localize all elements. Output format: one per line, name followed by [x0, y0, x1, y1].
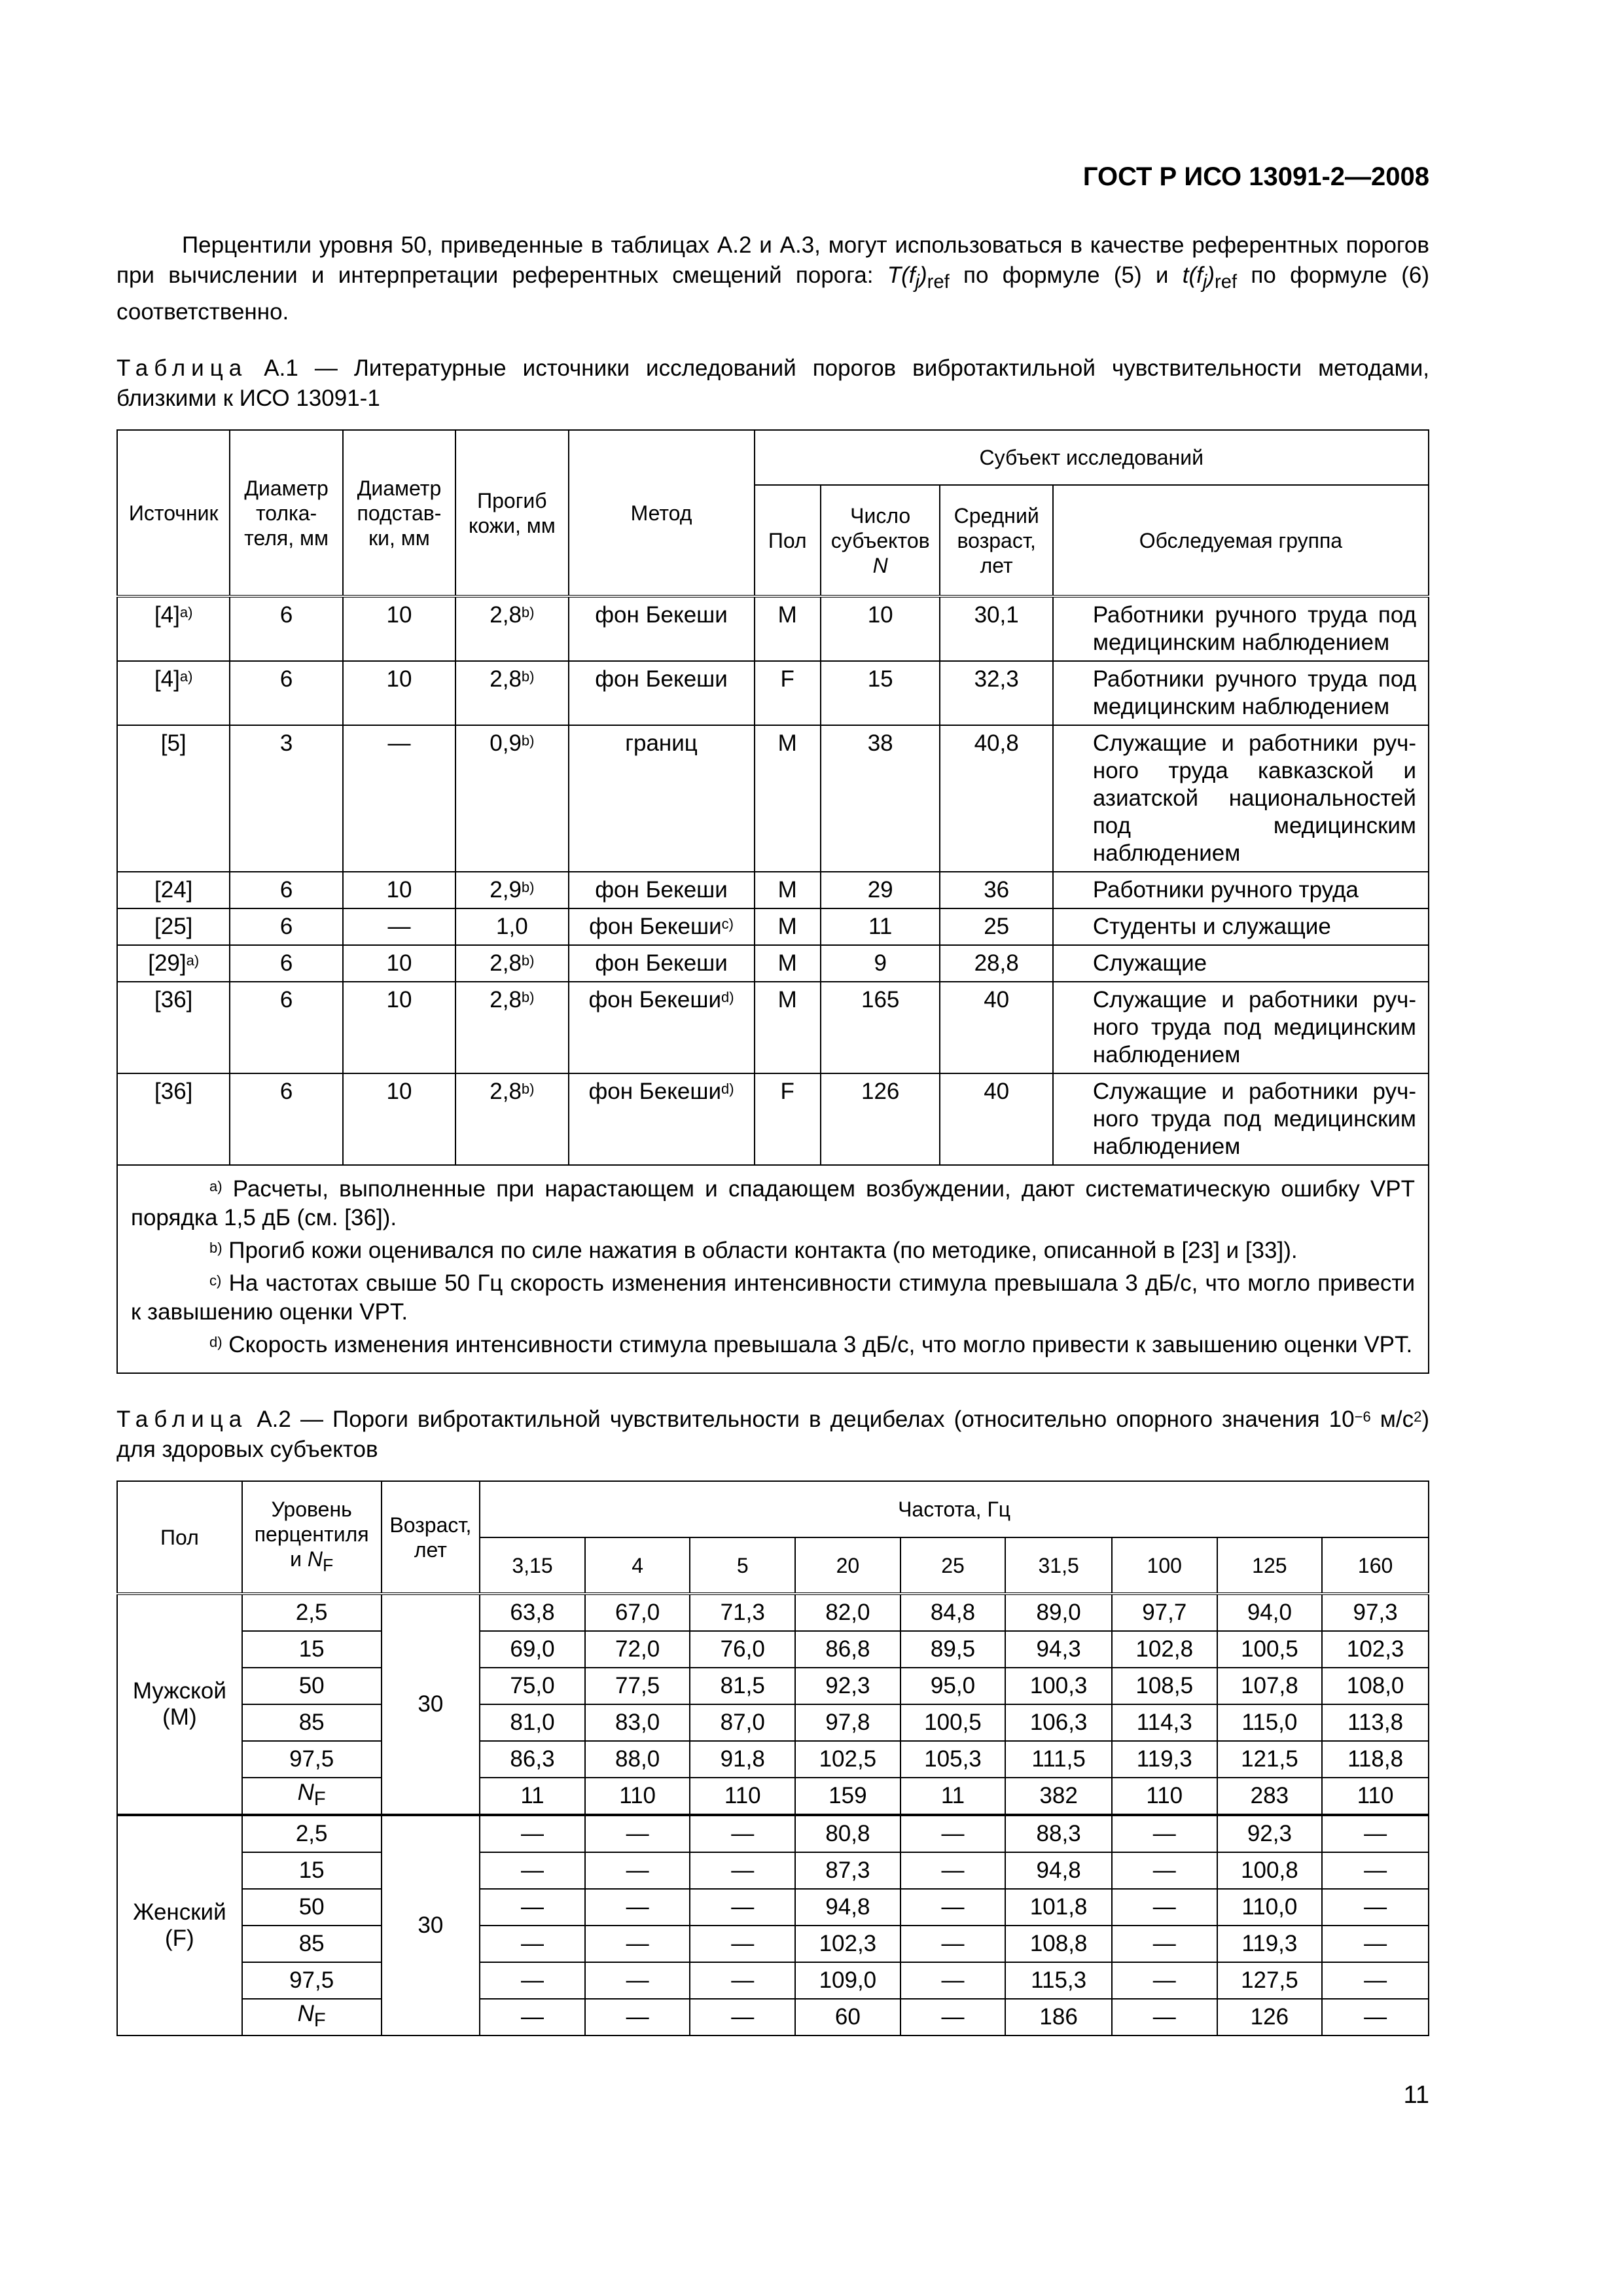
cell-threshold-value: 88,0 [585, 1741, 690, 1778]
cell-threshold-value: 113,8 [1322, 1704, 1429, 1741]
table-row [117, 1741, 1429, 1778]
cell-threshold-value: — [1112, 1889, 1217, 1926]
cell-threshold-value: — [1322, 1926, 1429, 1962]
cell-sex: M [755, 982, 821, 1073]
cell-pusher-diameter: 6 [230, 982, 342, 1073]
cell-threshold-value: 82,0 [795, 1594, 901, 1631]
header-mean-age: Средний возраст, лет [940, 485, 1052, 596]
cell-threshold-value: 186 [1005, 1999, 1112, 2036]
cell-sex: M [755, 908, 821, 945]
cell-threshold-value: — [1322, 1852, 1429, 1889]
cell-source: [36] [117, 982, 230, 1073]
cell-threshold-value: 63,8 [480, 1594, 585, 1631]
header-frequency-value: 125 [1217, 1537, 1323, 1594]
cell-threshold-value: — [901, 1962, 1006, 1999]
page-number: 11 [1403, 2081, 1429, 2109]
table-row [117, 596, 1429, 661]
cell-threshold-value: 67,0 [585, 1594, 690, 1631]
header-pusher-diameter: Диаметр толкателя, мм [230, 430, 342, 596]
table-row [117, 1962, 1429, 1999]
cell-sex: F [755, 1073, 821, 1165]
header-method: Метод [569, 430, 755, 596]
cell-threshold-value: 101,8 [1005, 1889, 1112, 1926]
header-support-diameter: Диаметр подставки, мм [343, 430, 455, 596]
cell-threshold-value: 110 [690, 1778, 795, 1815]
cell-support-diameter: — [343, 908, 455, 945]
header-frequency-value: 5 [690, 1537, 795, 1594]
cell-threshold-value: 94,8 [795, 1889, 901, 1926]
cell-threshold-value: 11 [901, 1778, 1006, 1815]
cell-threshold-value: — [901, 1889, 1006, 1926]
cell-method: границ [569, 725, 755, 872]
cell-threshold-value: — [1322, 1962, 1429, 1999]
cell-threshold-value: — [690, 1852, 795, 1889]
table1-note: $^{a)}$ Расчеты, выполненные при нарастающем и спадающем возбуждении, дают систематическую ошибку VPT порядка 1,5 дБ (см. [36]). [131, 1176, 1415, 1230]
cell-threshold-value: 86,3 [480, 1741, 585, 1778]
cell-mean-age: 40,8 [940, 725, 1052, 872]
cell-source: $[4]^{a)}$ [117, 661, 230, 725]
cell-threshold-value: 94,0 [1217, 1594, 1323, 1631]
cell-threshold-value: 119,3 [1112, 1741, 1217, 1778]
header-percentile: Уровень перцентиля и $N_F$ [242, 1481, 382, 1594]
cell-threshold-value: 100,5 [1217, 1631, 1323, 1668]
cell-threshold-value: 106,3 [1005, 1704, 1112, 1741]
cell-threshold-value: 110 [1322, 1778, 1429, 1815]
table-row [117, 1778, 1429, 1815]
cell-pusher-diameter: 6 [230, 908, 342, 945]
table-row [117, 1704, 1429, 1741]
cell-threshold-value: — [901, 1926, 1006, 1962]
cell-deflection: 2,8$^{b)}$ [455, 596, 568, 661]
cell-group: Студенты и служащие [1053, 908, 1429, 945]
cell-sex-group: Женский (F) [117, 1815, 242, 2036]
cell-threshold-value: 100,3 [1005, 1668, 1112, 1704]
cell-threshold-value: — [690, 1962, 795, 1999]
table-row [117, 1999, 1429, 2036]
table1-note: $^{d)}$ Скорость изменения интенсивности стимула превышала 3 дБ/с, что могло привести к завышению оценки VPT. [209, 1332, 1413, 1357]
cell-deflection: 1,0 [455, 908, 568, 945]
cell-percentile: 85 [242, 1926, 382, 1962]
cell-threshold-value: 77,5 [585, 1668, 690, 1704]
header-frequency-value: 160 [1322, 1537, 1429, 1594]
cell-number: 15 [821, 661, 940, 725]
cell-threshold-value: 94,3 [1005, 1631, 1112, 1668]
cell-threshold-value: — [585, 1889, 690, 1926]
cell-threshold-value: 80,8 [795, 1815, 901, 1852]
cell-support-diameter: — [343, 725, 455, 872]
table-row [117, 908, 1429, 945]
header-frequency-value: 31,5 [1005, 1537, 1112, 1594]
header-deflection: Прогиб кожи, мм [455, 430, 568, 596]
cell-threshold-value: 87,0 [690, 1704, 795, 1741]
cell-threshold-value: 97,8 [795, 1704, 901, 1741]
cell-threshold-value: 107,8 [1217, 1668, 1323, 1704]
formula-T: $T(f_j)$ [887, 262, 927, 293]
cell-method: фон Бекеши$^{d)}$ [569, 1073, 755, 1165]
cell-group: Работники ручного труда [1053, 872, 1429, 908]
cell-number: 126 [821, 1073, 940, 1165]
cell-threshold-value: 114,3 [1112, 1704, 1217, 1741]
cell-source: [5] [117, 725, 230, 872]
table-row [117, 1668, 1429, 1704]
header-frequency-value: 20 [795, 1537, 901, 1594]
cell-threshold-value: 105,3 [901, 1741, 1006, 1778]
cell-percentile: 2,5 [242, 1815, 382, 1852]
cell-threshold-value: — [901, 1999, 1006, 2036]
cell-method: фон Бекеши [569, 945, 755, 982]
table-row [117, 1631, 1429, 1668]
cell-threshold-value: 92,3 [1217, 1815, 1323, 1852]
cell-threshold-value: — [1112, 1926, 1217, 1962]
cell-pusher-diameter: 6 [230, 872, 342, 908]
cell-threshold-value: — [690, 1889, 795, 1926]
document-code: ГОСТ Р ИСО 13091-2—2008 [1082, 162, 1429, 191]
cell-threshold-value: 102,5 [795, 1741, 901, 1778]
cell-threshold-value: 11 [480, 1778, 585, 1815]
cell-threshold-value: 87,3 [795, 1852, 901, 1889]
cell-deflection: 2,8$^{b)}$ [455, 661, 568, 725]
cell-pusher-diameter: 6 [230, 945, 342, 982]
cell-deflection: 0,9$^{b)}$ [455, 725, 568, 872]
cell-mean-age: 30,1 [940, 596, 1052, 661]
table-row [117, 982, 1429, 1073]
cell-threshold-value: — [480, 1852, 585, 1889]
cell-threshold-value: 121,5 [1217, 1741, 1323, 1778]
cell-threshold-value: 83,0 [585, 1704, 690, 1741]
header-sex: Пол [117, 1481, 242, 1594]
cell-deflection: 2,9$^{b)}$ [455, 872, 568, 908]
cell-support-diameter: 10 [343, 1073, 455, 1165]
cell-threshold-value: 100,5 [901, 1704, 1006, 1741]
cell-threshold-value: — [585, 1815, 690, 1852]
cell-support-diameter: 10 [343, 596, 455, 661]
cell-threshold-value: — [690, 1926, 795, 1962]
table1-caption-text: А.1 — Литературные источники исследований порогов вибротактильной чувствительности методами, близкими к ИСО 13091-1 [116, 355, 1429, 411]
cell-threshold-value: 102,8 [1112, 1631, 1217, 1668]
cell-threshold-value: 108,8 [1005, 1926, 1112, 1962]
cell-threshold-value: 75,0 [480, 1668, 585, 1704]
header-sex: Пол [755, 485, 821, 596]
cell-threshold-value: — [480, 1962, 585, 1999]
cell-threshold-value: — [901, 1815, 1006, 1852]
table-row [117, 1815, 1429, 1852]
table2-caption-label: Таблица [116, 1407, 248, 1432]
cell-threshold-value: 108,5 [1112, 1668, 1217, 1704]
table-row [117, 1926, 1429, 1962]
cell-percentile: $N_F$ [242, 1778, 382, 1815]
cell-threshold-value: 118,8 [1322, 1741, 1429, 1778]
cell-threshold-value: — [901, 1852, 1006, 1889]
cell-method: фон Бекеши [569, 872, 755, 908]
cell-support-diameter: 10 [343, 661, 455, 725]
header-frequency-value: 25 [901, 1537, 1006, 1594]
cell-deflection: 2,8$^{b)}$ [455, 1073, 568, 1165]
cell-threshold-value: 81,0 [480, 1704, 585, 1741]
intro-paragraph [116, 230, 1429, 327]
table-literature-sources [116, 429, 1429, 1374]
cell-threshold-value: — [1112, 1852, 1217, 1889]
cell-percentile: 50 [242, 1889, 382, 1926]
cell-threshold-value: — [585, 1926, 690, 1962]
cell-number: 11 [821, 908, 940, 945]
cell-threshold-value: 84,8 [901, 1594, 1006, 1631]
cell-threshold-value: — [1112, 1815, 1217, 1852]
intro-text-2: по формуле (5) и [949, 262, 1183, 288]
cell-threshold-value: 127,5 [1217, 1962, 1323, 1999]
cell-threshold-value: 88,3 [1005, 1815, 1112, 1852]
cell-number: 165 [821, 982, 940, 1073]
cell-age: 30 [382, 1594, 480, 1815]
cell-percentile: 85 [242, 1704, 382, 1741]
cell-support-diameter: 10 [343, 982, 455, 1073]
header-frequency-value: 4 [585, 1537, 690, 1594]
header-frequency-value: 100 [1112, 1537, 1217, 1594]
cell-threshold-value: — [1322, 1889, 1429, 1926]
intro-text: Перцентили уровня 50, приведенные в таблицах А.2 и А.3, могут использоваться в качестве референтных порогов при вычислении и интерпретации референтных смещений порога: [116, 232, 1429, 288]
cell-method: фон Бекеши$^{c)}$ [569, 908, 755, 945]
cell-threshold-value: 111,5 [1005, 1741, 1112, 1778]
cell-threshold-value: 115,3 [1005, 1962, 1112, 1999]
table2-caption [116, 1405, 1429, 1465]
cell-mean-age: 32,3 [940, 661, 1052, 725]
formula-T-ref: ref [927, 272, 950, 293]
cell-number: 10 [821, 596, 940, 661]
cell-threshold-value: — [480, 1889, 585, 1926]
header-frequency: Частота, Гц [480, 1481, 1429, 1537]
cell-threshold-value: 119,3 [1217, 1926, 1323, 1962]
cell-group: Служащие и работники ручного труда кавказской и азиатской национальностей под медицинским наблюдением [1053, 725, 1429, 872]
cell-group: Служащие [1053, 945, 1429, 982]
cell-sex-group: Мужской (M) [117, 1594, 242, 1815]
cell-percentile: 50 [242, 1668, 382, 1704]
cell-source: [25] [117, 908, 230, 945]
cell-threshold-value: 283 [1217, 1778, 1323, 1815]
table1-caption [116, 353, 1429, 414]
cell-threshold-value: 92,3 [795, 1668, 901, 1704]
cell-group: Работники ручного труда под медицинским наблюдением [1053, 661, 1429, 725]
cell-mean-age: 28,8 [940, 945, 1052, 982]
cell-percentile: $N_F$ [242, 1999, 382, 2036]
header-group: Обследуемая группа [1053, 485, 1429, 596]
cell-threshold-value: 97,7 [1112, 1594, 1217, 1631]
cell-mean-age: 40 [940, 1073, 1052, 1165]
cell-source: $[4]^{a)}$ [117, 596, 230, 661]
cell-threshold-value: 102,3 [795, 1926, 901, 1962]
cell-threshold-value: — [690, 1815, 795, 1852]
cell-percentile: 97,5 [242, 1962, 382, 1999]
cell-number: 38 [821, 725, 940, 872]
cell-threshold-value: 72,0 [585, 1631, 690, 1668]
table-vibrotactile-thresholds [116, 1480, 1429, 2036]
cell-group: Работники ручного труда под медицинским наблюдением [1053, 596, 1429, 661]
cell-age: 30 [382, 1815, 480, 2036]
cell-threshold-value: 91,8 [690, 1741, 795, 1778]
table-row [117, 945, 1429, 982]
header-source: Источник [117, 430, 230, 596]
table1-notes [117, 1165, 1429, 1373]
cell-threshold-value: — [480, 1926, 585, 1962]
cell-support-diameter: 10 [343, 945, 455, 982]
cell-threshold-value: — [480, 1999, 585, 2036]
cell-threshold-value: 60 [795, 1999, 901, 2036]
cell-group: Служащие и работники ручного труда под медицинским наблюдением [1053, 1073, 1429, 1165]
table-row [117, 1889, 1429, 1926]
cell-threshold-value: 109,0 [795, 1962, 901, 1999]
cell-sex: M [755, 945, 821, 982]
cell-sex: M [755, 596, 821, 661]
cell-threshold-value: 382 [1005, 1778, 1112, 1815]
cell-source: [36] [117, 1073, 230, 1165]
cell-method: фон Бекеши$^{d)}$ [569, 982, 755, 1073]
table-row [117, 1073, 1429, 1165]
cell-threshold-value: — [585, 1852, 690, 1889]
cell-threshold-value: — [1322, 1815, 1429, 1852]
cell-pusher-diameter: 6 [230, 1073, 342, 1165]
cell-pusher-diameter: 6 [230, 661, 342, 725]
cell-sex: M [755, 725, 821, 872]
cell-threshold-value: 110 [585, 1778, 690, 1815]
cell-percentile: 15 [242, 1852, 382, 1889]
cell-threshold-value: 89,0 [1005, 1594, 1112, 1631]
cell-threshold-value: 108,0 [1322, 1668, 1429, 1704]
cell-threshold-value: 89,5 [901, 1631, 1006, 1668]
cell-group: Служащие и работники ручного труда под медицинским наблюдением [1053, 982, 1429, 1073]
cell-threshold-value: 100,8 [1217, 1852, 1323, 1889]
cell-threshold-value: 71,3 [690, 1594, 795, 1631]
table-row [117, 1594, 1429, 1631]
cell-deflection: 2,8$^{b)}$ [455, 982, 568, 1073]
header-subject-group: Субъект исследований [755, 430, 1429, 485]
cell-threshold-value: 110,0 [1217, 1889, 1323, 1926]
cell-percentile: 97,5 [242, 1741, 382, 1778]
cell-threshold-value: 81,5 [690, 1668, 795, 1704]
header-number: Число субъектов N [821, 485, 940, 596]
cell-threshold-value: 95,0 [901, 1668, 1006, 1704]
cell-support-diameter: 10 [343, 872, 455, 908]
cell-threshold-value: — [690, 1999, 795, 2036]
table1-note: $^{c)}$ На частотах свыше 50 Гц скорость изменения интенсивности стимула превышала 3 дБ/с, что могло привести к завышению оценки VPT. [131, 1270, 1415, 1325]
cell-mean-age: 36 [940, 872, 1052, 908]
cell-percentile: 15 [242, 1631, 382, 1668]
cell-number: 29 [821, 872, 940, 908]
cell-deflection: 2,8$^{b)}$ [455, 945, 568, 982]
table-row [117, 1852, 1429, 1889]
cell-sex: F [755, 661, 821, 725]
cell-threshold-value: 126 [1217, 1999, 1323, 2036]
header-age: Возраст, лет [382, 1481, 480, 1594]
cell-threshold-value: — [480, 1815, 585, 1852]
cell-pusher-diameter: 3 [230, 725, 342, 872]
cell-threshold-value: 94,8 [1005, 1852, 1112, 1889]
cell-threshold-value: — [1322, 1999, 1429, 2036]
cell-threshold-value: 86,8 [795, 1631, 901, 1668]
table1-note: $^{b)}$ Прогиб кожи оценивался по силе нажатия в области контакта (по методике, описанной в [23] и [33]). [209, 1238, 1298, 1263]
cell-threshold-value: 115,0 [1217, 1704, 1323, 1741]
cell-threshold-value: 110 [1112, 1778, 1217, 1815]
cell-source: $[29]^{a)}$ [117, 945, 230, 982]
formula-t-ref: ref [1215, 272, 1238, 293]
cell-method: фон Бекеши [569, 661, 755, 725]
table-row [117, 661, 1429, 725]
cell-threshold-value: — [585, 1999, 690, 2036]
cell-threshold-value: — [1112, 1999, 1217, 2036]
cell-threshold-value: 102,3 [1322, 1631, 1429, 1668]
table2-caption-text: А.2 — Пороги вибротактильной чувствительности в децибелах (относительно опорного значения $10^{-6}$ $м/с^2$) для здоровых субъектов [116, 1407, 1429, 1462]
header-frequency-value: 3,15 [480, 1537, 585, 1594]
cell-number: 9 [821, 945, 940, 982]
cell-threshold-value: 159 [795, 1778, 901, 1815]
table-row [117, 872, 1429, 908]
cell-threshold-value: — [585, 1962, 690, 1999]
cell-percentile: 2,5 [242, 1594, 382, 1631]
cell-threshold-value: 76,0 [690, 1631, 795, 1668]
cell-mean-age: 25 [940, 908, 1052, 945]
cell-threshold-value: 97,3 [1322, 1594, 1429, 1631]
cell-sex: M [755, 872, 821, 908]
cell-method: фон Бекеши [569, 596, 755, 661]
cell-mean-age: 40 [940, 982, 1052, 1073]
table1-caption-label: Таблица [116, 355, 248, 381]
formula-t: $t(f_j)$ [1182, 262, 1215, 293]
cell-threshold-value: 69,0 [480, 1631, 585, 1668]
cell-threshold-value: — [1112, 1962, 1217, 1999]
intro-text-3: по формуле (6) соответственно. [116, 262, 1429, 325]
cell-source: [24] [117, 872, 230, 908]
table-row [117, 725, 1429, 872]
cell-pusher-diameter: 6 [230, 596, 342, 661]
